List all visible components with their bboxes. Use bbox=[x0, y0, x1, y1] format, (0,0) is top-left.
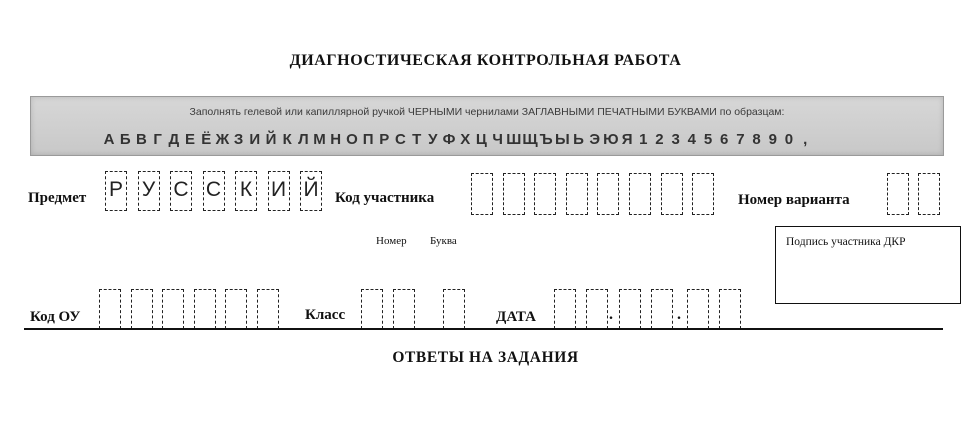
participant-code-cell[interactable] bbox=[471, 173, 493, 215]
class-letter-hint: Буква bbox=[430, 235, 457, 247]
school-code-cell[interactable] bbox=[257, 289, 279, 329]
date-digit-cell[interactable] bbox=[651, 289, 673, 329]
sample-glyph: 1 bbox=[639, 131, 648, 148]
subject-label: Предмет bbox=[28, 190, 87, 206]
date-digit-cell[interactable] bbox=[687, 289, 709, 329]
sample-glyph: 3 bbox=[671, 131, 680, 148]
signature-label: Подпись участника ДКР bbox=[786, 236, 906, 248]
sample-glyph: Г bbox=[153, 131, 162, 148]
sample-glyph: Ч bbox=[492, 131, 503, 148]
subject-letter-cell[interactable]: Р bbox=[105, 171, 127, 211]
school-code-cell[interactable] bbox=[225, 289, 247, 329]
fill-instruction: Заполнять гелевой или капиллярной ручкой ЧЕРНЫМИ чернилами ЗАГЛАВНЫМИ ПЕЧАТНЫМИ БУКВАМИ по образцам: bbox=[189, 106, 785, 118]
sample-glyph: З bbox=[233, 131, 244, 148]
sample-glyph: Р bbox=[379, 131, 390, 148]
participant-code-cell[interactable] bbox=[629, 173, 651, 215]
participant-code-cell[interactable] bbox=[692, 173, 714, 215]
class-number-cell[interactable] bbox=[393, 289, 415, 329]
date-separator: . bbox=[609, 306, 613, 323]
sample-glyph: 7 bbox=[736, 131, 745, 148]
sample-alphabet bbox=[101, 129, 813, 151]
participant-code-cell[interactable] bbox=[597, 173, 619, 215]
sample-glyph: Ы bbox=[555, 131, 570, 148]
sample-glyph: Л bbox=[298, 131, 309, 148]
sample-glyph: 4 bbox=[687, 131, 697, 148]
sample-glyph: М bbox=[313, 131, 326, 148]
sample-glyph: Ш bbox=[506, 131, 522, 148]
sample-glyph: С bbox=[395, 131, 406, 148]
sample-glyph: Ж bbox=[215, 131, 230, 148]
subject-letter-cell[interactable]: И bbox=[268, 171, 290, 211]
sample-glyph: И bbox=[249, 131, 261, 148]
school-code-cell[interactable] bbox=[99, 289, 121, 329]
variant-cell[interactable] bbox=[887, 173, 909, 215]
sample-glyph: Т bbox=[412, 131, 422, 148]
date-label: ДАТА bbox=[496, 309, 536, 325]
sample-glyph: Й bbox=[265, 131, 277, 148]
school-code-cell[interactable] bbox=[162, 289, 184, 329]
date-digit-cell[interactable] bbox=[619, 289, 641, 329]
class-label: Класс bbox=[305, 307, 346, 323]
participant-code-cell[interactable] bbox=[534, 173, 556, 215]
sample-glyph: Я bbox=[621, 131, 633, 148]
subject-letter-cell[interactable]: С bbox=[203, 171, 225, 211]
sample-glyph: 5 bbox=[703, 131, 713, 148]
sample-glyph: В bbox=[136, 131, 147, 148]
answers-heading: ОТВЕТЫ НА ЗАДАНИЯ bbox=[392, 349, 579, 366]
date-digit-cell[interactable] bbox=[719, 289, 741, 329]
sample-glyph: Щ bbox=[522, 131, 538, 148]
sample-glyph: О bbox=[346, 131, 358, 148]
sample-glyph: Б bbox=[119, 131, 131, 148]
sample-glyph: 2 bbox=[655, 131, 664, 148]
sample-glyph: 9 bbox=[768, 131, 777, 148]
section-divider bbox=[24, 328, 943, 330]
sample-glyph: Ё bbox=[201, 131, 212, 148]
participant-code-cell[interactable] bbox=[503, 173, 525, 215]
sample-glyph: Ц bbox=[475, 131, 487, 148]
date-separator: . bbox=[677, 306, 681, 323]
sample-glyph: У bbox=[428, 131, 438, 148]
participant-code-label: Код участника bbox=[335, 190, 435, 206]
subject-letter-cell[interactable]: С bbox=[170, 171, 192, 211]
sample-banner bbox=[30, 96, 944, 156]
sample-glyph: 8 bbox=[752, 131, 761, 148]
class-number-hint: Номер bbox=[376, 235, 407, 247]
sample-glyph: 0 bbox=[784, 131, 794, 148]
sample-glyph: Ь bbox=[573, 131, 584, 148]
subject-letter-cell[interactable]: У bbox=[138, 171, 160, 211]
school-code-cell[interactable] bbox=[194, 289, 216, 329]
date-digit-cell[interactable] bbox=[586, 289, 608, 329]
school-code-label: Код ОУ bbox=[30, 309, 81, 325]
sample-glyph: Ю bbox=[603, 131, 619, 148]
sample-glyph: К bbox=[282, 131, 292, 148]
school-code-cell[interactable] bbox=[131, 289, 153, 329]
participant-code-cell[interactable] bbox=[566, 173, 588, 215]
sample-glyph: Н bbox=[330, 131, 342, 148]
variant-cell[interactable] bbox=[918, 173, 940, 215]
sample-glyph: Ъ bbox=[539, 131, 553, 148]
subject-letter-cell[interactable]: Й bbox=[300, 171, 322, 211]
sample-glyph: Е bbox=[185, 131, 196, 148]
participant-code-cell[interactable] bbox=[661, 173, 683, 215]
sample-glyph: Э bbox=[589, 131, 601, 148]
variant-label: Номер варианта bbox=[738, 192, 850, 208]
sample-glyph: Д bbox=[168, 131, 180, 148]
sample-glyph: Ф bbox=[442, 131, 456, 148]
class-number-cell[interactable] bbox=[361, 289, 383, 329]
sample-glyph: , bbox=[803, 131, 808, 148]
sample-glyph: А bbox=[103, 131, 115, 148]
sample-glyph: Х bbox=[460, 131, 471, 148]
signature-box[interactable] bbox=[775, 226, 961, 304]
date-digit-cell[interactable] bbox=[554, 289, 576, 329]
subject-letter-cell[interactable]: К bbox=[235, 171, 257, 211]
sample-glyph: П bbox=[362, 131, 374, 148]
form-title: ДИАГНОСТИЧЕСКАЯ КОНТРОЛЬНАЯ РАБОТА bbox=[289, 52, 682, 69]
sample-glyph: 6 bbox=[720, 131, 729, 148]
class-letter-cell[interactable] bbox=[443, 289, 465, 329]
